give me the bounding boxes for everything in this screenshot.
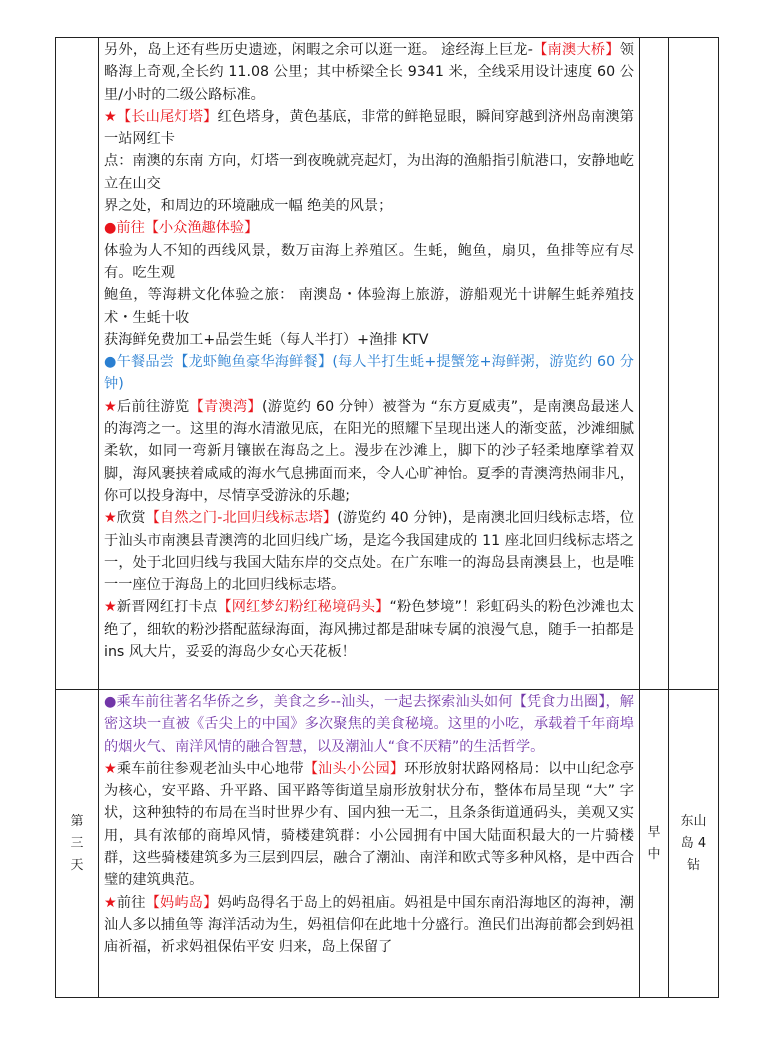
text-run: 红色塔身，黄色基底，非常的鲜艳显眼，瞬间穿越到济州岛南澳第一站网红卡	[104, 108, 634, 148]
text-run: 【网红梦幻粉红秘境码头】	[217, 599, 390, 616]
day-label-char: 天	[70, 857, 84, 873]
text-run: ●乘车前往著名华侨之乡，美食之乡--汕头，一起去探索汕头如何【凭食力出圈】，解密这块一直被《舌尖上的中国》多次聚焦的美食秘境。这里的小吃，承载着千年商埠的烟火气、南洋风情的融合智慧，以及潮汕人“食不厌精”的生活哲学。	[104, 694, 634, 755]
text-run: 新晋网红打卡点	[116, 599, 218, 616]
paragraph	[104, 217, 634, 239]
text-run: ★【长山尾灯塔】	[104, 108, 218, 125]
meal-item: 中	[647, 846, 661, 862]
text-run: 【妈屿岛】	[145, 894, 218, 911]
paragraph	[104, 240, 634, 285]
text-run: 【青澳湾】	[189, 398, 262, 415]
table-row	[56, 690, 719, 998]
hotel-cell	[669, 38, 719, 690]
text-run: 【自然之门-北回归线标志塔】	[145, 510, 338, 527]
text-run: 点：南澳的东南 方向，灯塔一到夜晚就亮起灯，为出海的渔船指引航港口，安静地屹立在山交	[104, 153, 634, 192]
text-run: 环形放射状路网格局：以中山纪念亭为核心，安平路、升平路、国平路等街道呈扇形放射状分布，整体布局呈现 “大” 字状，这种独特的布局在当时世界少有、国内独一无二，且条条街道通码头，美观又实用，具有浓郁的商埠风情，骑楼建筑群：小公园拥有中国大陆面积最大的一片骑楼群，这些骑楼建筑多为三层到四层，融合了潮汕、南洋和欧式等多种风格，是中西合璧的建筑典范。	[104, 760, 634, 889]
text-run: 领略海上奇观,全长约 11.08 公里；其中桥梁全长 9341 米，全线采用设计速度 60 公里/小时的二级公路标准。	[104, 42, 634, 103]
text-run: ★	[104, 599, 117, 616]
hotel-line: 东山	[680, 813, 707, 829]
text-run: 欣赏	[116, 510, 146, 527]
text-run: 后前往游览	[117, 398, 190, 415]
paragraph	[104, 329, 634, 351]
paragraph	[104, 396, 634, 507]
paragraph	[104, 39, 634, 106]
text-run: 另外，岛上还有些历史遗迹，闲暇之余可以逛一逛。 途经海上巨龙-	[104, 42, 533, 58]
day-content	[99, 690, 639, 959]
text-run: ●前往【小众渔趣体验】	[104, 220, 259, 237]
meal-cell	[640, 38, 669, 690]
paragraph	[104, 596, 634, 663]
day-content	[99, 38, 639, 663]
text-run: 【南澳大桥】	[532, 42, 620, 58]
text-run: ★	[104, 760, 117, 777]
paragraph	[104, 284, 634, 329]
hotel-label	[669, 690, 719, 998]
content-cell	[99, 38, 640, 690]
text-run: 体验为人不知的西线风景，数万亩海上养殖区。生蚝，鲍鱼，扇贝，鱼排等应有尽有。吃生观	[104, 242, 634, 281]
text-run: 前往	[116, 894, 146, 911]
text-run: ★	[104, 398, 118, 415]
text-run: 界之处，和周边的环境融成一幅 绝美的风景；	[104, 198, 393, 215]
text-run: 【汕头小公园】	[303, 760, 405, 777]
paragraph	[104, 691, 634, 758]
text-run: “粉色梦境”！彩虹码头的粉色沙滩也太绝了，细软的粉沙搭配蓝绿海面，海风拂过都是甜味专属的浪漫气息，随手一拍都是 ins 风大片，妥妥的海岛少女心天花板！	[104, 599, 634, 661]
meal-label	[640, 690, 669, 998]
itinerary-table	[55, 37, 719, 998]
meal-item: 早	[647, 824, 661, 840]
table-row	[56, 38, 719, 690]
paragraph	[104, 351, 634, 396]
paragraph	[104, 758, 634, 892]
day-label-char: 三	[70, 835, 84, 851]
text-run: 获海鲜免费加工+品尝生蚝（每人半打）+渔排 KTV	[104, 331, 429, 348]
content-cell	[99, 690, 640, 998]
text-run: 鲍鱼，等海耕文化体验之旅： 南澳岛・体验海上旅游，游船观光十讲解生蚝养殖技术・生蚝十收	[104, 287, 634, 326]
text-run: 乘车前往参观老汕头中心地带	[116, 760, 304, 777]
day-label	[56, 690, 99, 998]
text-run: (游览约 40 分钟)，是南澳北回归线标志塔，位于汕头市南澳县青澳湾的北回归线广场，是迄今我国建成的 11 座北回归线标志塔之一，处于北回归线与我国大陆东岸的交点处。在广东唯一的海岛县南澳县上，也是唯一一座位于海岛上的北回归线标志塔。	[104, 510, 634, 594]
day-cell	[56, 38, 99, 690]
day-label-char: 第	[70, 813, 84, 829]
paragraph	[104, 507, 634, 596]
paragraph	[104, 195, 634, 217]
paragraph	[104, 150, 634, 195]
paragraph	[104, 106, 634, 151]
text-run: ●午餐品尝【龙虾鲍鱼豪华海鲜餐】(每人半打生蚝+提蟹笼+海鲜粥，游览约 60 分钟)	[104, 354, 634, 393]
paragraph	[104, 892, 634, 959]
text-run: ★	[104, 510, 117, 527]
text-run: 妈屿岛得名于岛上的妈祖庙。妈祖是中国东南沿海地区的海神，潮汕人多以捕鱼等 海洋活动为生，妈祖信仰在此地十分盛行。渔民们出海前都会到妈祖庙祈福，祈求妈祖保佑平安 归来，岛上保留了	[104, 894, 634, 956]
text-run: (游览约 60 分钟）被誉为 “东方夏威夷”，是南澳岛最迷人的海湾之一。这里的海水清澈见底，在阳光的照耀下呈现出迷人的渐变蓝，沙滩细腻柔软，如同一弯新月镶嵌在海岛之上。漫步在沙滩上，脚下的沙子轻柔地摩挲着双脚，海风裹挟着咸咸的海水气息拂面而来，令人心旷神怡。夏季的青澳湾热闹非凡，你可以投身海中，尽情享受游泳的乐趣;	[104, 398, 634, 504]
hotel-line: 钻	[686, 857, 700, 873]
hotel-line: 岛 4	[680, 835, 707, 851]
text-run: ★	[104, 894, 117, 911]
